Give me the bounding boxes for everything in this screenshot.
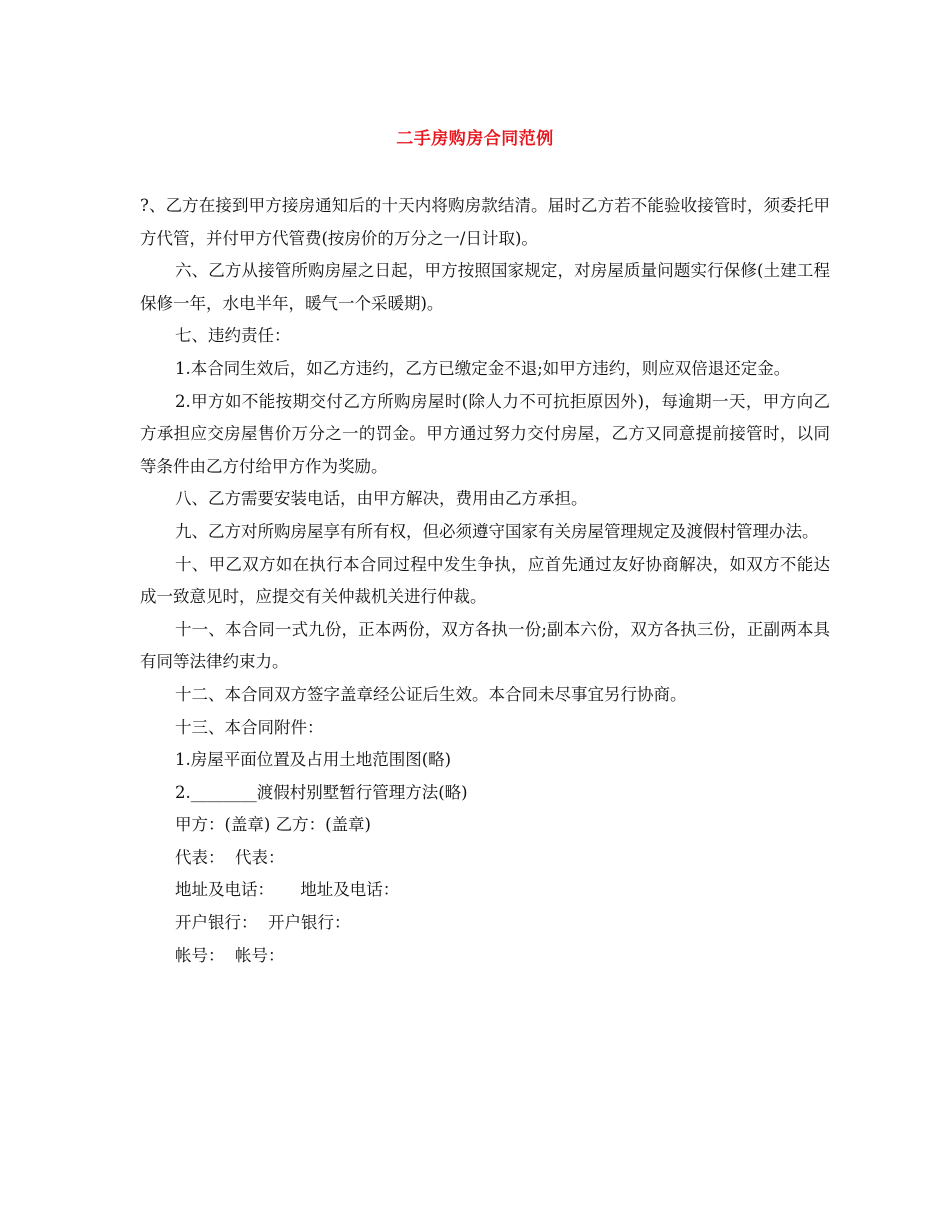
signature-parties-seal: 甲方：(盖章) 乙方：(盖章) (175, 815, 371, 835)
paragraph-clause-10-dispute: 十、甲乙双方如在执行本合同过程中发生争执，应首先通过友好协商解决，如双方不能达成一致意见时，应提交有关仲裁机关进行仲裁。 (140, 554, 830, 607)
paragraph-clause-8-telephone: 八、乙方需要安装电话，由甲方解决，费用由乙方承担。 (175, 489, 588, 509)
paragraph-payment-deadline: ?、乙方在接到甲方接房通知后的十天内将购房款结清。届时乙方若不能验收接管时，须委托甲方代管，并付甲方代管费(按房价的万分之一/日计取)。 (140, 196, 830, 248)
paragraph-clause-7-item-2: 2.甲方如不能按期交付乙方所购房屋时(除人力不可抗拒原因外)，每逾期一天，甲方向乙方承担应交房屋售价万分之一的罚金。甲方通过努力交付房屋，乙方又同意提前接管时，以同等条件由乙方付给甲方作为奖励。 (140, 391, 830, 476)
paragraph-clause-7-item-1: 1.本合同生效后，如乙方违约，乙方已缴定金不退;如甲方违约，则应双倍退还定金。 (175, 358, 791, 378)
paragraph-clause-12-effect: 十二、本合同双方签字盖章经公证后生效。本合同未尽事宜另行协商。 (175, 684, 687, 704)
paragraph-clause-11-copies: 十一、本合同一式九份，正本两份，双方各执一份;副本六份，双方各执三份，正副两本具有同等法律约束力。 (140, 619, 830, 672)
signature-account-number: 帐号： 帐号： (175, 945, 285, 965)
signature-bank: 开户银行： 开户银行： (175, 913, 351, 933)
signature-address-phone: 地址及电话： 地址及电话： (175, 880, 400, 900)
document-body (140, 190, 830, 972)
paragraph-attachment-2: 2.________渡假村别墅暂行管理方法(略) (175, 782, 468, 802)
paragraph-attachment-1: 1.房屋平面位置及占用土地范围图(略) (175, 750, 452, 770)
paragraph-clause-13-heading: 十三、本合同附件： (175, 717, 324, 737)
paragraph-clause-6-warranty: 六、乙方从接管所购房屋之日起，甲方按照国家规定，对房屋质量问题实行保修(土建工程保修一年，水电半年，暖气一个采暖期)。 (140, 261, 830, 313)
document-title: 二手房购房合同范例 (396, 129, 554, 149)
paragraph-clause-7-heading: 七、违约责任： (175, 326, 291, 346)
signature-representatives: 代表： 代表： (175, 847, 285, 867)
paragraph-clause-9-ownership: 九、乙方对所购房屋享有所有权，但必须遵守国家有关房屋管理规定及渡假村管理办法。 (175, 521, 819, 541)
